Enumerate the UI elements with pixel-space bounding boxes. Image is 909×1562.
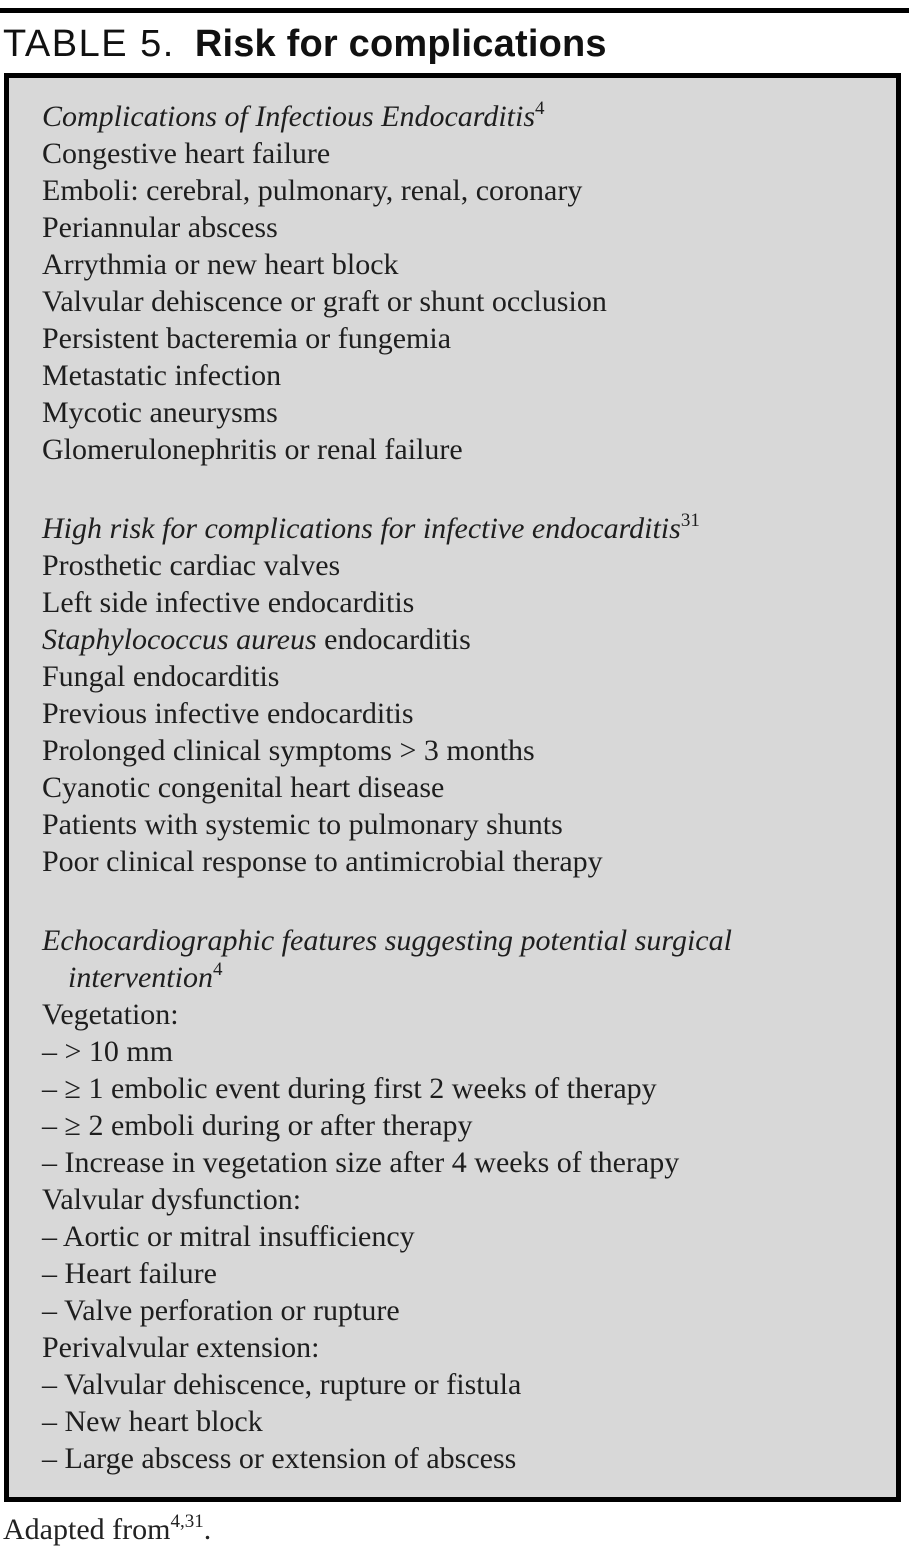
table-caption-title: Risk for complications: [194, 23, 607, 65]
table-row: Staphylococcus aureus endocarditis: [42, 623, 471, 656]
table-row: Perivalvular extension:: [42, 1331, 320, 1364]
table-row: Patients with systemic to pulmonary shunts: [42, 808, 563, 841]
section-heading: Echocardiographic features suggesting potential surgical: [42, 924, 732, 957]
table-row: Prolonged clinical symptoms > 3 months: [42, 734, 535, 767]
table-section: [42, 98, 878, 468]
section-heading: High risk for complications for infective endocarditis$^{31}$: [42, 510, 700, 545]
table-row: – > 10 mm: [42, 1035, 174, 1068]
heading-superscript: 4: [212, 959, 223, 980]
table-row: Previous infective endocarditis: [42, 697, 414, 730]
table-row: Emboli: cerebral, pulmonary, renal, coronary: [42, 174, 583, 207]
table-row: Mycotic aneurysms: [42, 396, 278, 429]
table-row: Congestive heart failure: [42, 137, 331, 170]
table-caption-label: TABLE 5.: [3, 23, 175, 65]
table-row: Periannular abscess: [42, 211, 278, 244]
table-row: – Large abscess or extension of abscess: [42, 1442, 517, 1475]
table-row: Fungal endocarditis: [42, 660, 280, 693]
top-rule: [0, 8, 909, 13]
table-row: Poor clinical response to antimicrobial therapy: [42, 845, 603, 878]
table-section: [42, 510, 878, 880]
table-row: Valvular dysfunction:: [42, 1183, 302, 1216]
table-row: Metastatic infection: [42, 359, 282, 392]
table-row: – Heart failure: [42, 1257, 217, 1290]
table-row: Prosthetic cardiac valves: [42, 549, 341, 582]
table-row: Glomerulonephritis or renal failure: [42, 433, 463, 466]
table-row: Left side infective endocarditis: [42, 586, 415, 619]
table-caption: [3, 22, 607, 66]
table-row: – Valve perforation or rupture: [42, 1294, 400, 1327]
table-section: [42, 922, 878, 1477]
heading-superscript: 31: [680, 510, 700, 531]
table-row: Vegetation:: [42, 998, 179, 1031]
table-row: Arrythmia or new heart block: [42, 248, 399, 281]
footnote-superscript: 4,31: [170, 1511, 204, 1532]
section-heading-continuation: intervention$^4$: [68, 959, 223, 994]
table-row: Valvular dehiscence or graft or shunt occlusion: [42, 285, 607, 318]
table-row: Cyanotic congenital heart disease: [42, 771, 445, 804]
table-row: – Increase in vegetation size after 4 weeks of therapy: [42, 1146, 680, 1179]
table-row: – ≥ 2 emboli during or after therapy: [42, 1109, 473, 1142]
footnote-text: Adapted from: [3, 1513, 171, 1546]
table-row: – New heart block: [42, 1405, 263, 1438]
footnote: [3, 1512, 211, 1548]
table-row: – Aortic or mitral insufficiency: [42, 1220, 415, 1253]
table-panel: [4, 73, 901, 1502]
table-row: Persistent bacteremia or fungemia: [42, 322, 452, 355]
heading-superscript: 4: [535, 98, 545, 119]
table-row: – ≥ 1 embolic event during first 2 weeks of therapy: [42, 1072, 657, 1105]
section-heading: Complications of Infectious Endocarditis$^4$: [42, 98, 545, 133]
table-row: – Valvular dehiscence, rupture or fistula: [42, 1368, 522, 1401]
footnote-period: .: [203, 1513, 212, 1546]
